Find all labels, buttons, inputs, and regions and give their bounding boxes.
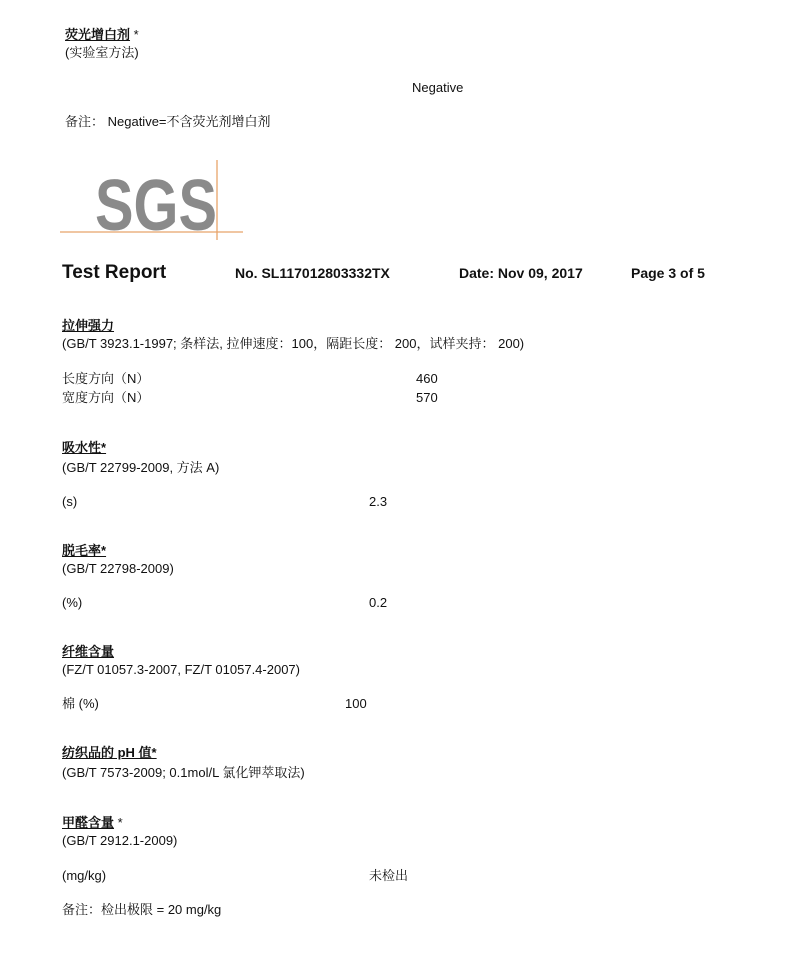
absorb-title: 吸水性* — [62, 440, 107, 455]
formaldehyde-method: (GB/T 2912.1-2009) — [62, 833, 178, 848]
hair-label: (%) — [62, 595, 83, 610]
hair-title: 脱毛率* — [62, 543, 107, 558]
formaldehyde-value: 未检出 — [369, 868, 409, 883]
formaldehyde-label: (mg/kg) — [62, 868, 107, 883]
report-number: No. SL117012803332TX — [235, 265, 390, 281]
sgs-logo — [60, 160, 245, 240]
fluorescent-result: Negative — [412, 80, 464, 95]
report-page: Page 3 of 5 — [631, 265, 705, 281]
ph-method: (GB/T 7573-2009; 0.1mol/L 氯化钾萃取法) — [62, 765, 305, 780]
fluorescent-remark: 备注： Negative=不含荧光剂增白剂 — [65, 114, 271, 129]
hair-method: (GB/T 22798-2009) — [62, 561, 174, 576]
fluorescent-star: * — [130, 27, 139, 42]
absorb-label: (s) — [62, 494, 78, 509]
report-title: Test Report — [62, 262, 167, 283]
tensile-row-value: 570 — [416, 390, 438, 405]
fiber-value: 100 — [345, 696, 367, 711]
absorb-method: (GB/T 22799-2009, 方法 A) — [62, 460, 220, 475]
fiber-title: 纤维含量 — [62, 644, 115, 659]
fluorescent-method: (实验室方法) — [65, 45, 139, 60]
sgs-logo-text: SGS — [95, 166, 217, 240]
report-date: Date: Nov 09, 2017 — [459, 265, 583, 281]
fiber-label: 棉 (%) — [62, 696, 99, 711]
fluorescent-title-line — [65, 27, 139, 43]
tensile-row-label: 长度方向（N） — [62, 371, 150, 386]
formaldehyde-title: 甲醛含量 — [62, 815, 115, 830]
formaldehyde-title-line — [62, 815, 123, 831]
formaldehyde-remark: 备注：检出极限 = 20 mg/kg — [62, 902, 222, 917]
hair-value: 0.2 — [369, 595, 388, 610]
ph-title: 纺织品的 pH 值* — [62, 745, 157, 760]
fiber-method: (FZ/T 01057.3-2007, FZ/T 01057.4-2007) — [62, 662, 300, 677]
tensile-title: 拉伸强力 — [62, 318, 115, 333]
tensile-method: (GB/T 3923.1-1997; 条样法, 拉伸速度：100，隔距长度： 200，试样夹持： 200) — [62, 336, 525, 351]
tensile-row-label: 宽度方向（N） — [62, 390, 150, 405]
formaldehyde-star: * — [114, 815, 123, 830]
absorb-value: 2.3 — [369, 494, 388, 509]
tensile-row-value: 460 — [416, 371, 438, 386]
fluorescent-title: 荧光增白剂 — [65, 27, 131, 42]
